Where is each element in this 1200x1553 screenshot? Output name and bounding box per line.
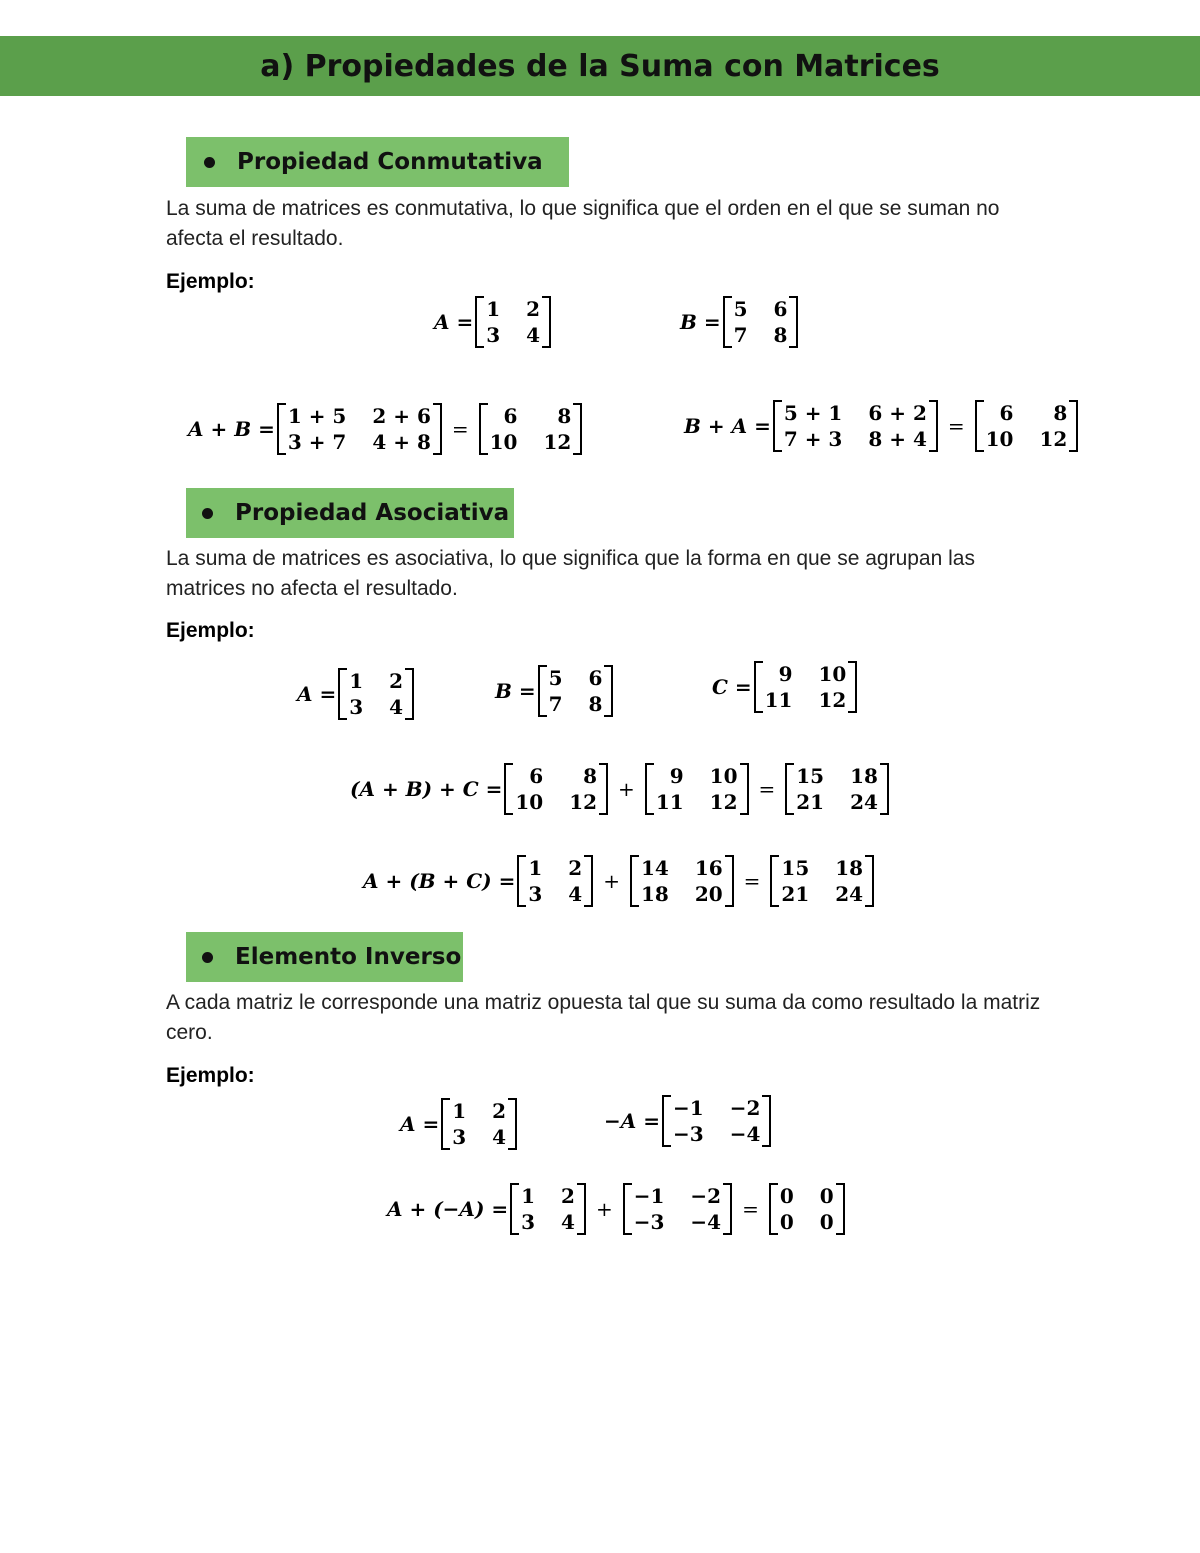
right-bracket xyxy=(405,668,414,720)
matrix-cell: 18 xyxy=(640,882,669,906)
matrix-cell: 20 xyxy=(694,882,723,906)
matrix xyxy=(770,855,874,907)
equation-matrix-a xyxy=(434,296,553,348)
matrix-cell: 4 xyxy=(561,1210,575,1234)
left-bracket xyxy=(538,665,547,717)
matrix xyxy=(517,855,593,907)
section-heading-asociativa xyxy=(186,488,514,538)
matrix-cell: 7 + 3 xyxy=(783,427,843,451)
title-banner xyxy=(0,36,1200,96)
matrix xyxy=(754,661,858,713)
left-bracket xyxy=(630,855,639,907)
example-label: Ejemplo: xyxy=(166,619,255,642)
matrix-cell: 3 xyxy=(521,1210,536,1234)
matrix xyxy=(975,400,1079,452)
left-bracket xyxy=(517,855,526,907)
matrix-cell: 9 xyxy=(669,764,684,788)
matrix-cell: 0 xyxy=(779,1184,794,1208)
left-bracket xyxy=(623,1183,632,1235)
matrix-cell: 4 xyxy=(568,882,583,906)
equation-lhs: A + (B + C) = xyxy=(363,869,516,893)
matrix-cell: 2 xyxy=(561,1184,575,1208)
matrix-cell: 12 xyxy=(818,688,847,712)
matrix-cell: 1 xyxy=(349,669,364,693)
matrix-cell: 12 xyxy=(543,430,572,454)
right-bracket xyxy=(929,400,938,452)
matrix-cell: 4 xyxy=(389,695,404,719)
left-bracket xyxy=(338,668,347,720)
matrix-cell: 16 xyxy=(694,856,723,880)
right-bracket xyxy=(577,1183,586,1235)
matrix-cell: 6 xyxy=(529,764,544,788)
left-bracket xyxy=(770,855,779,907)
matrix-cell: 2 xyxy=(492,1099,507,1123)
right-bracket xyxy=(433,403,442,455)
equation-lhs: A = xyxy=(297,682,337,706)
matrix-cell: 10 xyxy=(709,764,738,788)
equation-lhs: A + (−A) = xyxy=(387,1197,509,1221)
matrix-cell: 2 xyxy=(568,856,583,880)
equation-associative-right xyxy=(363,855,876,907)
matrix-cell: 8 xyxy=(583,764,598,788)
matrix-cell: −2 xyxy=(690,1184,722,1208)
matrix-cell: 14 xyxy=(640,856,669,880)
operator: = xyxy=(451,417,469,441)
matrix-cell: 7 xyxy=(548,692,563,716)
left-bracket xyxy=(785,763,794,815)
matrix-cell: −1 xyxy=(633,1184,665,1208)
right-bracket xyxy=(789,296,798,348)
matrix-cell: 15 xyxy=(781,856,810,880)
right-bracket xyxy=(880,763,889,815)
operator: = xyxy=(743,869,761,893)
right-bracket xyxy=(725,855,734,907)
matrix-cell: 5 + 1 xyxy=(783,401,843,425)
page-title: a) Propiedades de la Suma con Matrices xyxy=(260,48,940,84)
equation-b-plus-a xyxy=(684,400,1080,452)
operator: + xyxy=(603,869,620,893)
left-bracket xyxy=(479,403,488,455)
matrix-cell: 10 xyxy=(985,427,1014,451)
matrix xyxy=(441,1098,517,1150)
left-bracket xyxy=(754,661,763,713)
matrix-cell: −2 xyxy=(729,1096,761,1120)
equation-lhs: −A = xyxy=(604,1109,660,1133)
matrix-cell: 1 xyxy=(452,1099,467,1123)
equation-lhs: A = xyxy=(400,1112,440,1136)
operator: = xyxy=(742,1197,759,1221)
matrix-cell: 2 + 6 xyxy=(372,404,431,428)
matrix xyxy=(479,403,583,455)
matrix-cell: 4 xyxy=(492,1125,507,1149)
matrix xyxy=(645,763,749,815)
equation-lhs: B + A = xyxy=(684,414,771,438)
right-bracket xyxy=(604,665,613,717)
equation-matrix-b xyxy=(495,665,615,717)
right-bracket xyxy=(542,296,551,348)
matrix-cell: 3 xyxy=(349,695,364,719)
matrix-cell: 15 xyxy=(796,764,825,788)
equation-lhs: C = xyxy=(712,675,752,699)
section-heading-label: Propiedad Conmutativa xyxy=(237,149,543,175)
matrix-cell: −4 xyxy=(729,1122,761,1146)
matrix-cell: 1 + 5 xyxy=(287,404,347,428)
matrix-cell: 7 xyxy=(733,323,748,347)
right-bracket xyxy=(573,403,582,455)
matrix-cell: 0 xyxy=(819,1184,834,1208)
operator: + xyxy=(618,777,635,801)
right-bracket xyxy=(762,1095,771,1147)
matrix xyxy=(773,400,938,452)
section-heading-label: Propiedad Asociativa xyxy=(235,500,510,526)
matrix-cell: 5 xyxy=(548,666,563,690)
matrix-cell: 6 xyxy=(588,666,603,690)
matrix-cell: 4 xyxy=(526,323,541,347)
matrix-cell: 8 xyxy=(1053,401,1068,425)
left-bracket xyxy=(773,400,782,452)
bullet-icon xyxy=(202,508,213,519)
matrix-cell: 6 + 2 xyxy=(868,401,927,425)
operator: = xyxy=(758,777,776,801)
matrix xyxy=(785,763,889,815)
matrix xyxy=(630,855,734,907)
matrix xyxy=(475,296,551,348)
left-bracket xyxy=(475,296,484,348)
right-bracket xyxy=(584,855,593,907)
left-bracket xyxy=(510,1183,519,1235)
matrix-cell: 21 xyxy=(781,882,810,906)
matrix-cell: 8 xyxy=(588,692,603,716)
matrix xyxy=(510,1183,586,1235)
equation-lhs: B = xyxy=(495,679,536,703)
equation-matrix-b xyxy=(680,296,800,348)
left-bracket xyxy=(277,403,286,455)
matrix-cell: 6 xyxy=(773,297,788,321)
matrix-cell: 18 xyxy=(850,764,878,788)
operator: + xyxy=(595,1197,613,1221)
matrix-cell: 3 xyxy=(452,1125,467,1149)
matrix-cell: −1 xyxy=(673,1096,704,1120)
matrix-cell: 12 xyxy=(1039,427,1068,451)
matrix-cell: 8 xyxy=(773,323,788,347)
right-bracket xyxy=(848,661,857,713)
matrix-cell: 6 xyxy=(503,404,518,428)
left-bracket xyxy=(662,1095,671,1147)
matrix-cell: 12 xyxy=(569,790,598,814)
matrix-cell: 0 xyxy=(779,1210,794,1234)
left-bracket xyxy=(723,296,732,348)
matrix-cell: 10 xyxy=(515,790,544,814)
matrix-cell: 2 xyxy=(389,669,404,693)
matrix-cell: 3 xyxy=(528,882,543,906)
right-bracket xyxy=(836,1183,845,1235)
matrix xyxy=(623,1183,732,1235)
section-heading-inverso xyxy=(186,932,463,982)
right-bracket xyxy=(508,1098,517,1150)
matrix-cell: −3 xyxy=(633,1210,665,1234)
matrix xyxy=(277,403,442,455)
right-bracket xyxy=(865,855,874,907)
right-bracket xyxy=(1069,400,1078,452)
section-description: La suma de matrices es conmutativa, lo que significa que el orden en el que se suman no afecta el resultado. xyxy=(166,197,1000,250)
matrix-cell: 2 xyxy=(526,297,541,321)
matrix xyxy=(662,1095,771,1147)
left-bracket xyxy=(645,763,654,815)
matrix-cell: −3 xyxy=(673,1122,704,1146)
section-description: A cada matriz le corresponde una matriz opuesta tal que su suma da como resultado la matriz cero. xyxy=(166,991,1041,1044)
matrix-cell: 4 + 8 xyxy=(372,430,431,454)
equation-matrix-c xyxy=(712,661,859,713)
matrix-cell: 11 xyxy=(764,688,793,712)
matrix xyxy=(538,665,614,717)
section-heading-label: Elemento Inverso xyxy=(235,944,462,970)
matrix xyxy=(723,296,799,348)
bullet-icon xyxy=(202,952,213,963)
matrix-cell: 11 xyxy=(655,790,684,814)
matrix-cell: 8 xyxy=(557,404,572,428)
left-bracket xyxy=(441,1098,450,1150)
left-bracket xyxy=(975,400,984,452)
equation-lhs: (A + B) + C = xyxy=(350,777,503,801)
equation-associative-left xyxy=(350,763,891,815)
matrix-cell: 3 xyxy=(486,323,501,347)
operator: = xyxy=(947,414,965,438)
matrix-cell: 8 + 4 xyxy=(868,427,927,451)
matrix-cell: 18 xyxy=(835,856,864,880)
matrix xyxy=(504,763,608,815)
equation-lhs: B = xyxy=(680,310,721,334)
equation-lhs: A + B = xyxy=(188,417,275,441)
equation-matrix-neg-a xyxy=(604,1095,773,1147)
right-bracket xyxy=(599,763,608,815)
right-bracket xyxy=(723,1183,732,1235)
example-label: Ejemplo: xyxy=(166,270,255,293)
left-bracket xyxy=(769,1183,778,1235)
matrix-cell: 0 xyxy=(819,1210,834,1234)
matrix-cell: 1 xyxy=(521,1184,536,1208)
matrix-cell: 6 xyxy=(999,401,1014,425)
matrix-cell: 10 xyxy=(818,662,847,686)
matrix-cell: 1 xyxy=(486,297,501,321)
matrix-cell: 24 xyxy=(835,882,864,906)
equation-inverse-sum xyxy=(387,1183,847,1235)
equation-lhs: A = xyxy=(434,310,474,334)
matrix-cell: 1 xyxy=(528,856,543,880)
matrix-cell: −4 xyxy=(690,1210,722,1234)
equation-matrix-a xyxy=(297,668,416,720)
section-description: La suma de matrices es asociativa, lo que significa que la forma en que se agrupan las matrices no afecta el resultado. xyxy=(166,547,975,600)
matrix-cell: 3 + 7 xyxy=(287,430,347,454)
right-bracket xyxy=(740,763,749,815)
matrix-cell: 5 xyxy=(733,297,748,321)
matrix-cell: 10 xyxy=(489,430,518,454)
matrix-cell: 12 xyxy=(709,790,738,814)
equation-a-plus-b xyxy=(188,403,584,455)
left-bracket xyxy=(504,763,513,815)
section-heading-conmutativa xyxy=(186,137,569,187)
example-label: Ejemplo: xyxy=(166,1064,255,1087)
matrix xyxy=(338,668,414,720)
equation-matrix-a xyxy=(400,1098,519,1150)
matrix-cell: 24 xyxy=(850,790,878,814)
matrix xyxy=(769,1183,845,1235)
bullet-icon xyxy=(204,157,215,168)
matrix-cell: 21 xyxy=(796,790,825,814)
matrix-cell: 9 xyxy=(778,662,793,686)
